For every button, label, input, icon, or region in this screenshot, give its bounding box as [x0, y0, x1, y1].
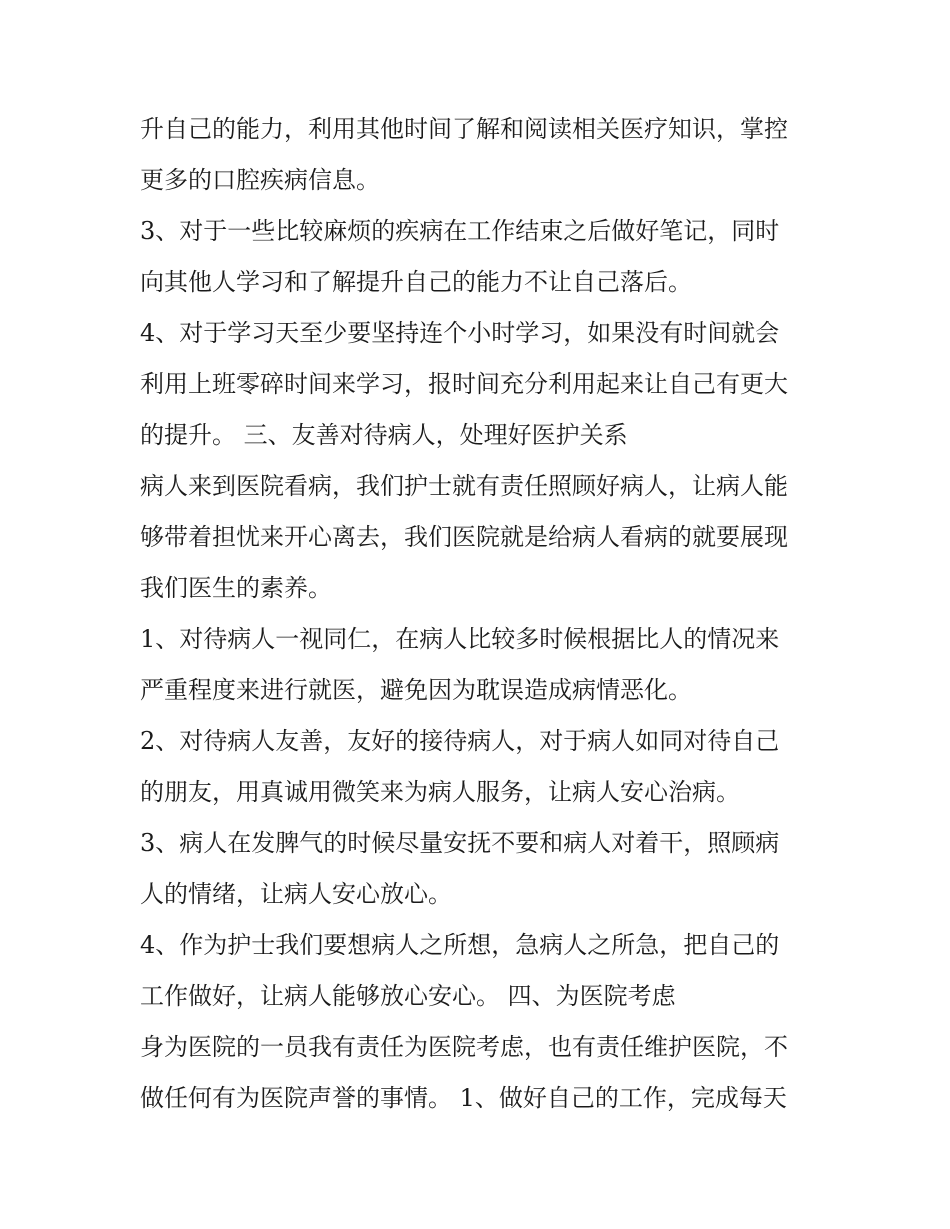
text-line: 利用上班零碎时间来学习，报时间充分利用起来让自己有更大: [140, 370, 788, 398]
text-line: 4、作为护士我们要想病人之所想，急病人之所急，把自己的: [140, 931, 780, 959]
text-line: 向其他人学习和了解提升自己的能力不让自己落后。: [140, 268, 692, 296]
body-text: [140, 104, 820, 1124]
text-line: 的朋友，用真诚用微笑来为病人服务，让病人安心治病。: [140, 778, 740, 806]
text-line: 病人来到医院看病，我们护士就有责任照顾好病人，让病人能: [140, 472, 788, 500]
text-line: 人的情绪，让病人安心放心。: [140, 880, 452, 908]
text-line: 严重程度来进行就医，避免因为耽误造成病情恶化。: [140, 676, 692, 704]
text-line: 工作做好，让病人能够放心安心。 四、为医院考虑: [140, 982, 676, 1010]
text-line: 做任何有为医院声誉的事情。 1、做好自己的工作，完成每天: [140, 1084, 787, 1112]
text-line: 我们医生的素养。: [140, 574, 332, 602]
text-line: 够带着担忧来开心离去，我们医院就是给病人看病的就要展现: [140, 523, 788, 551]
text-line: 2、对待病人友善，友好的接待病人，对于病人如同对待自己: [140, 727, 780, 755]
text-line: 的提升。 三、友善对待病人，处理好医护关系: [140, 421, 628, 449]
text-line: 3、对于一些比较麻烦的疾病在工作结束之后做好笔记，同时: [140, 217, 780, 245]
text-line: 3、病人在发脾气的时候尽量安抚不要和病人对着干，照顾病: [140, 829, 780, 857]
text-line: 身为医院的一员我有责任为医院考虑，也有责任维护医院，不: [140, 1033, 788, 1061]
text-line: 更多的口腔疾病信息。: [140, 166, 380, 194]
text-line: 1、对待病人一视同仁，在病人比较多时候根据比人的情况来: [140, 625, 780, 653]
text-line: 升自己的能力，利用其他时间了解和阅读相关医疗知识，掌控: [140, 115, 788, 143]
text-line: 4、对于学习天至少要坚持连个小时学习，如果没有时间就会: [140, 319, 780, 347]
